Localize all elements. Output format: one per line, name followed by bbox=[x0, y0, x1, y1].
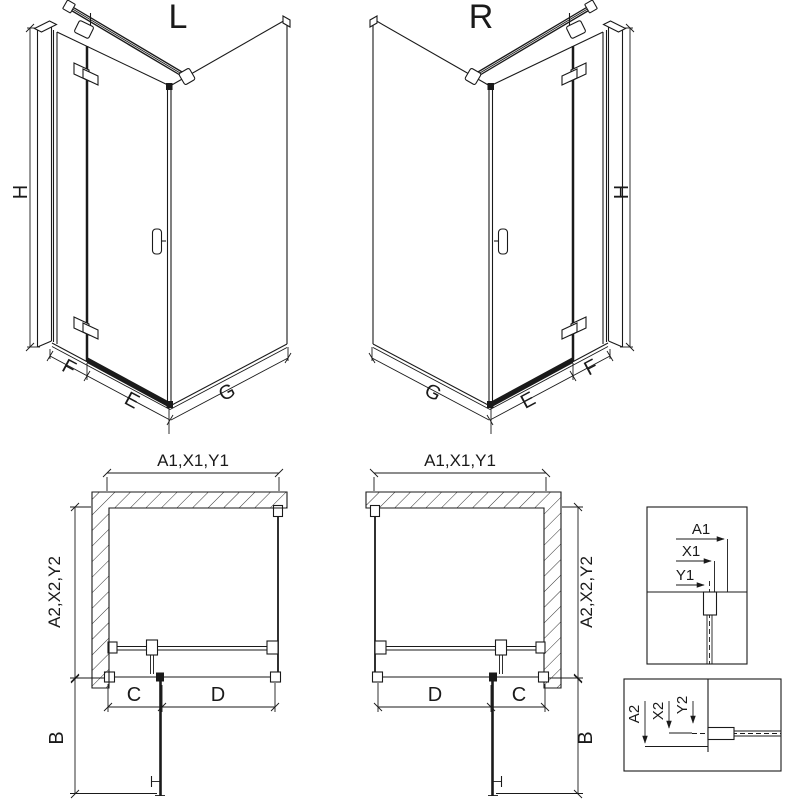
front-glass-face bbox=[52, 32, 170, 410]
wall-profile bbox=[54, 30, 58, 344]
iso-right-title: R bbox=[468, 0, 494, 36]
iso-left-title: L bbox=[168, 0, 188, 36]
dim-label-e-left: E bbox=[120, 387, 143, 414]
corner-post bbox=[166, 83, 173, 434]
detail-a1-label: A1 bbox=[691, 521, 711, 538]
dim-line-B bbox=[70, 675, 157, 798]
detail-y2-label: Y2 bbox=[674, 695, 691, 715]
dim-line-A1 bbox=[103, 469, 283, 491]
plan-left-c-label: C bbox=[126, 684, 142, 706]
plan-right-wall-hatch bbox=[366, 492, 561, 688]
dim-label-h-left: H bbox=[10, 184, 32, 200]
plan-front-glass bbox=[105, 672, 281, 682]
dim-label-g-right: G bbox=[420, 379, 445, 407]
plan-right-c-label: C bbox=[511, 684, 527, 706]
plan-right-depth-label: A2,X2,Y2 bbox=[577, 556, 596, 628]
bar-glass-clamp bbox=[179, 68, 196, 85]
detail-y1-label: Y1 bbox=[675, 567, 695, 584]
plan-open-door bbox=[152, 677, 166, 796]
plan-left-d-label: D bbox=[210, 684, 226, 706]
detail-x1-label: X1 bbox=[681, 543, 701, 560]
detail-inset-horizontal bbox=[647, 507, 747, 664]
plan-right-d-label: D bbox=[427, 684, 443, 706]
plan-left-wall-hatch bbox=[92, 492, 287, 688]
detail-inset-vertical bbox=[624, 679, 781, 771]
detail-wall-profile-section-2 bbox=[708, 728, 734, 740]
dim-label-f-left: F bbox=[58, 355, 80, 381]
detail-a2-label: A2 bbox=[626, 704, 643, 724]
plan-right-b-label: B bbox=[575, 731, 597, 745]
plan-left-b-label: B bbox=[46, 731, 68, 745]
plan-right-width-label: A1,X1,Y1 bbox=[424, 451, 496, 470]
detail-x2-label: X2 bbox=[650, 701, 667, 721]
plan-support-bar bbox=[108, 640, 278, 682]
plan-left-width-label: A1,X1,Y1 bbox=[157, 451, 229, 470]
door-handle-icon bbox=[153, 229, 167, 254]
dim-label-g-left: G bbox=[215, 379, 240, 407]
detail-wall-profile-section bbox=[704, 592, 717, 615]
dim-label-h-right: H bbox=[611, 184, 633, 200]
dim-label-f-right: F bbox=[580, 355, 602, 381]
dim-label-e-right: E bbox=[517, 387, 540, 414]
plan-left-depth-label: A2,X2,Y2 bbox=[45, 556, 64, 628]
